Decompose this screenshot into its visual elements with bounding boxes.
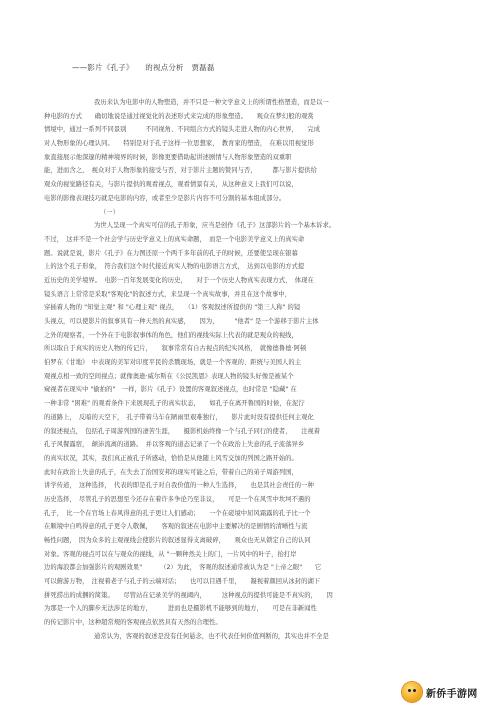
text-line: 之外的观察者，一个外在于电影叙事体的角色，他们的视线实际上代表的就是观众的视线， — [44, 331, 298, 339]
text-line: 的真实状况，其实，我们真正被孔子所感动，恰恰是从他随上风雪交加的列国之路开始的。 — [44, 454, 298, 462]
text-line: 通常认为，客观的叙述是没有任何悬念，也不代表任何价值判断的，其实也并不全是 — [94, 632, 329, 640]
text-line: 此时在政治上失意的孔子，在失去了治国安邦的现实可能之后，带着自己的弟子周游列国， — [44, 468, 298, 476]
text-line: 讲学传道， 这种选择， 代表的即是孔子对自我价值的一种人生选择， 也是其社会责任的一种 — [44, 482, 314, 490]
site-watermark — [402, 680, 494, 704]
watermark-text: 新侨手游网 — [426, 688, 478, 700]
text-line: 我历来认为电影中的人物塑造，并不只是一种文学意义上的所谓性格塑造，而是以一 — [94, 99, 329, 106]
text-line: 窥视者在现实中 "偷拍的" 一样，影片《孔子》设置的客观叙述视点，也时常是 "隐藏" 在 — [44, 386, 297, 394]
text-line: 拼死捞出的成捆的简策。 尽管站在记录美学的视阈内， 这种视点的提供可能是不真实的， 因 — [44, 591, 333, 599]
text-line: 上的这个孔子形象， 符合我们这个时代接近真实人物的电影语言方式， 达到以电影的方式提 — [44, 263, 305, 271]
text-line: 对象。客观的视点可以在与观众的视线，从 "一颗种然关上的门，一片风中的叶子，抬打岸 — [44, 550, 297, 558]
text-line: 近历史的美学境界。 电影一百年发展变化的历史， 对于一个历史人物真实表现方式， 体现在 — [44, 276, 314, 284]
text-line: 的传记影片中，这种超常规的客观视点依然具有天然的合理性。 — [44, 619, 222, 627]
text-line: 的道路上， 反暗的天空下， 孔子带着马车在陋雨里艰难独行， 影片此时设有提供任何主观化 — [44, 413, 314, 421]
text-line: 为世人呈现一个真实可信的孔子形象，应当是创作《孔子》这部影片的一个基本诉求。 — [94, 222, 336, 230]
text-line: 题。说就是说，影片《孔子》在力图还原一个两千多年前的孔子的时候，还要使呈现在银幕 — [44, 249, 298, 257]
text-line: 为那是一个人的脚步无法涉足的地方， 进而也是摄影机不能够到的地方， 可是在非新闻性 — [44, 605, 317, 613]
text-line: 能，进而含之， 视众对于人物形象的接受与否，对于影片主题的赞同与否， 都与影片提供给 — [44, 167, 317, 175]
text-line: 孔子风餐露宿， 颠沛流离的道路。 并以客观的道态记录了一个在政治上失意的孔子流落异乡 — [44, 441, 305, 449]
text-line: 历史选择， 尽管孔子的思想至今还存在着许多争论乃至非议， 可是一个在风雪中坎坷不遇的 — [44, 495, 311, 503]
text-line: 情境中，通过一系列不同景别 不同视角、不同组合方式的镜头走进人物的内心世界， 完成 — [44, 126, 321, 134]
text-line: 种电影的方式 确切地说是通过视觉化的表述形式来完成的形象塑造。 观众在梦幻般的观赏 — [44, 112, 314, 120]
text-line: 镜头语言上常常是采取"客观化"的叙述方式，来呈现一个真实故事，并且在这个故事中， — [44, 290, 292, 298]
text-line: 观众的视觉路径有关，与影片提供的观看视点，观看情景有关，从这种意义上我们可以说， — [44, 181, 298, 189]
text-line: 电影的影像表现技巧就是电影的内容，或者至少是影片内容不可分割的基本组成部分。 — [44, 194, 286, 202]
text-line: 观视点相一致的空间视点；就像奥逊·威尔斯在《公民凯恩》表现人物的镜头好像是被某个 — [44, 372, 294, 380]
text-line: 孔子， 比一个在官场上春风得意的孔子更让人们感动； 一个在磋境中屈风霜露的孔子比一个 — [44, 509, 311, 517]
text-line: 穿插着人物的 "知觉主观" 和 "心理主观" 视点， （1）客观叙述所提供的 "第三人称" 的镜 — [44, 304, 301, 312]
section-heading: （一） — [100, 208, 120, 216]
smiling-sun-logo-icon — [402, 682, 422, 702]
text-line: 在顺境中自鸣得意的孔子更令人敬佩， 客观的叙述在电影中主要解决的是剧情的清晰性与流 — [44, 523, 308, 531]
text-line: 一种非常 "困难" 的观看条件下来展现孔子的真实状态， 如孔子在离开鲁国的时候，在泥泞 — [44, 400, 305, 408]
text-line: 对人物形象的心理认同。 特别是对于孔子这样一位思想家， 教育家的塑造， 在难以用视觉形 — [44, 140, 314, 148]
document-body — [44, 96, 462, 644]
text-line: 可以俯游万物， 注视着老子与孔子的云端对话； 也可以目遇千里， 凝视着颜回从冰封的湖下 — [44, 578, 321, 586]
text-line: 伯罗在《甘地》 中表现的美军对印度平民的杀戮现场，就是一个客观的、距统与美国人的主 — [44, 359, 302, 367]
text-line: 畅性问题， 因为众多的主观视线会使影片的叙述显得支离破碎， 观众也无从锁定自己的认同 — [44, 537, 311, 544]
text-line: 象直接展示他深邃的精神境界的时候，影像更要借助起讲述剧情与人物形象塑造的双重职 — [44, 153, 292, 161]
document-title: ——影片《孔子》 的视点分析 贾磊磊 — [72, 63, 215, 72]
text-line: 的叙述视点， 包括孔子周游列国的凄苦生涯， 摄影机始终像一个与孔子同行的使者， 注视着 — [44, 427, 321, 435]
text-line: 所以取自于真实的历史人物的传记片， 叙事常常有自古视点的纪实风格， 就像德鲁德·阿顿 — [44, 345, 307, 353]
text-line: 不过， 这并不是一个社会学与历史学意义上的真实命题， 而是一个电影美学意义上的真实命 — [44, 235, 305, 243]
text-line: 边的海浪都会加强影片的观剧效果" （2）为此， 客观的叙述通常被认为是 "上帝之眼" 它 — [44, 564, 322, 572]
text-line: 头视点，可以使影片的叙事具有一种天然的真实感， 因为， "他者" 是一个游移于影片主体 — [44, 318, 319, 325]
